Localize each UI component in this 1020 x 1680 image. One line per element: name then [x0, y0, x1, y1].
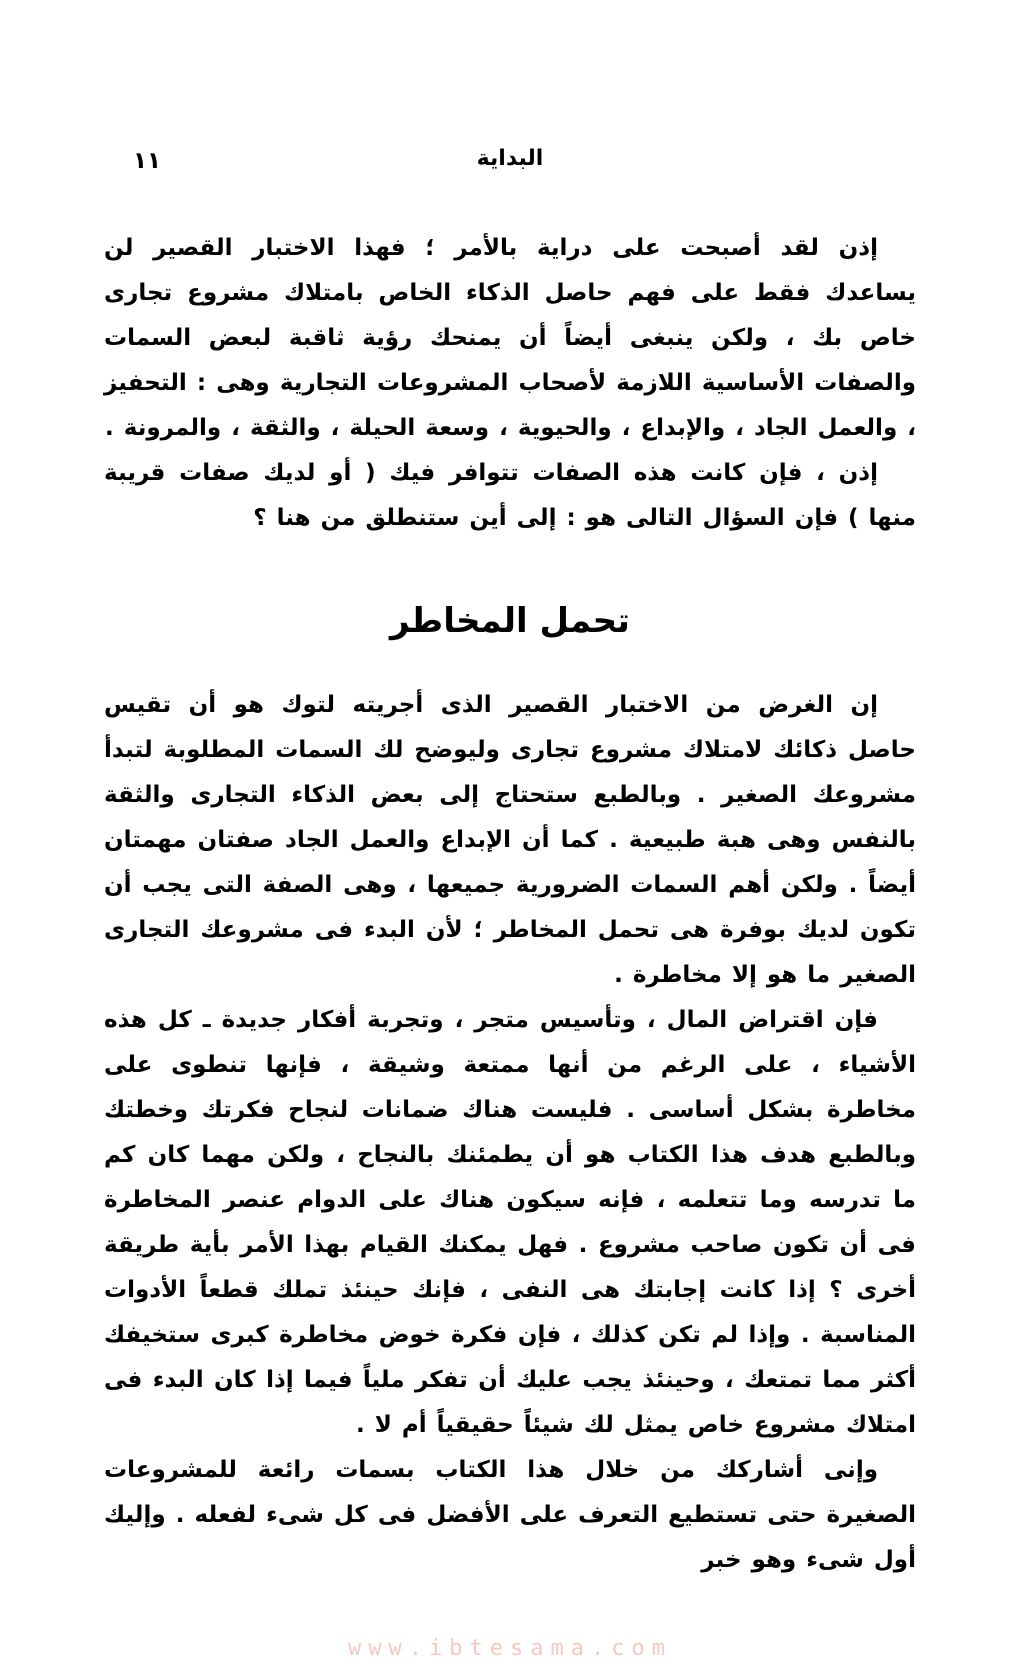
risk-paragraph-3: وإنى أشاركك من خلال هذا الكتاب بسمات رائعة للمشروعات الصغيرة حتى تستطيع التعرف على الأفضل فى كل شىء لفعله . وإليك أول شىء وهو خبر: [104, 1457, 916, 1573]
risk-paragraph-2: فإن اقتراض المال ، وتأسيس متجر ، وتجربة أفكار جديدة ـ كل هذه الأشياء ، على الرغم من أنها ممتعة وشيقة ، فإنها تنطوى على مخاطرة بشكل أساسى . فليست هناك ضمانات لنجاح فكرتك وخطتك وبالطبع هدف هذا الكتاب هو أن يطمئنك بالنجاح ، ولكن مهما كان كم ما تدرسه وما تتعلمه ، فإنه سيكون هناك على الدوام عنصر المخاطرة فى أن تكون صاحب مشروع . فهل يمكنك القيام بهذا الأمر بأية طريقة أخرى ؟ إذا كانت إجابتك هى النفى ، فإنك حينئذ تملك قطعاً الأدوات المناسبة . وإذا لم تكن كذلك ، فإن فكرة خوض مخاطرة كبرى ستخيفك أكثر مما تمتعك ، وحينئذ يجب عليك أن تفكر ملياً فيما إذا كان البدء فى امتلاك مشروع خاص يمثل لك شيئاً حقيقياً أم لا .: [104, 1007, 916, 1438]
page-content: [104, 226, 916, 1583]
page-header: [0, 146, 1020, 186]
section-heading: تحمل المخاطر: [390, 601, 630, 641]
intro-paragraph-2: إذن ، فإن كانت هذه الصفات تتوافر فيك ( أو لديك صفات قريبة منها ) فإن السؤال التالى هو : إلى أين ستنطلق من هنا ؟: [104, 460, 916, 531]
page-number: ١١: [133, 148, 162, 174]
risk-paragraph-1: إن الغرض من الاختبار القصير الذى أجريته لتوك هو أن تقيس حاصل ذكائك لامتلاك مشروع تجارى وليوضح لك السمات المطلوبة لتبدأ مشروعك الصغير . وبالطبع ستحتاج إلى بعض الذكاء التجارى والثقة بالنفس وهى هبة طبيعية . كما أن الإبداع والعمل الجاد صفتان مهمتان أيضاً . ولكن أهم السمات الضرورية جميعها ، وهى الصفة التى يجب أن تكون لديك بوفرة هى تحمل المخاطر ؛ لأن البدء فى مشروعك التجارى الصغير ما هو إلا مخاطرة .: [104, 692, 916, 988]
watermark: www.ibtesama.com: [348, 1636, 672, 1661]
intro-paragraph-1: إذن لقد أصبحت على دراية بالأمر ؛ فهذا الاختبار القصير لن يساعدك فقط على فهم حاصل الذكاء الخاص بامتلاك مشروع تجارى خاص بك ، ولكن ينبغى أيضاً أن يمنحك رؤية ثاقبة لبعض السمات والصفات الأساسية اللازمة لأصحاب المشروعات التجارية وهى : التحفيز ، والعمل الجاد ، والإبداع ، والحيوية ، وسعة الحيلة ، والثقة ، والمرونة .: [104, 235, 916, 441]
running-title: البداية: [476, 146, 544, 171]
